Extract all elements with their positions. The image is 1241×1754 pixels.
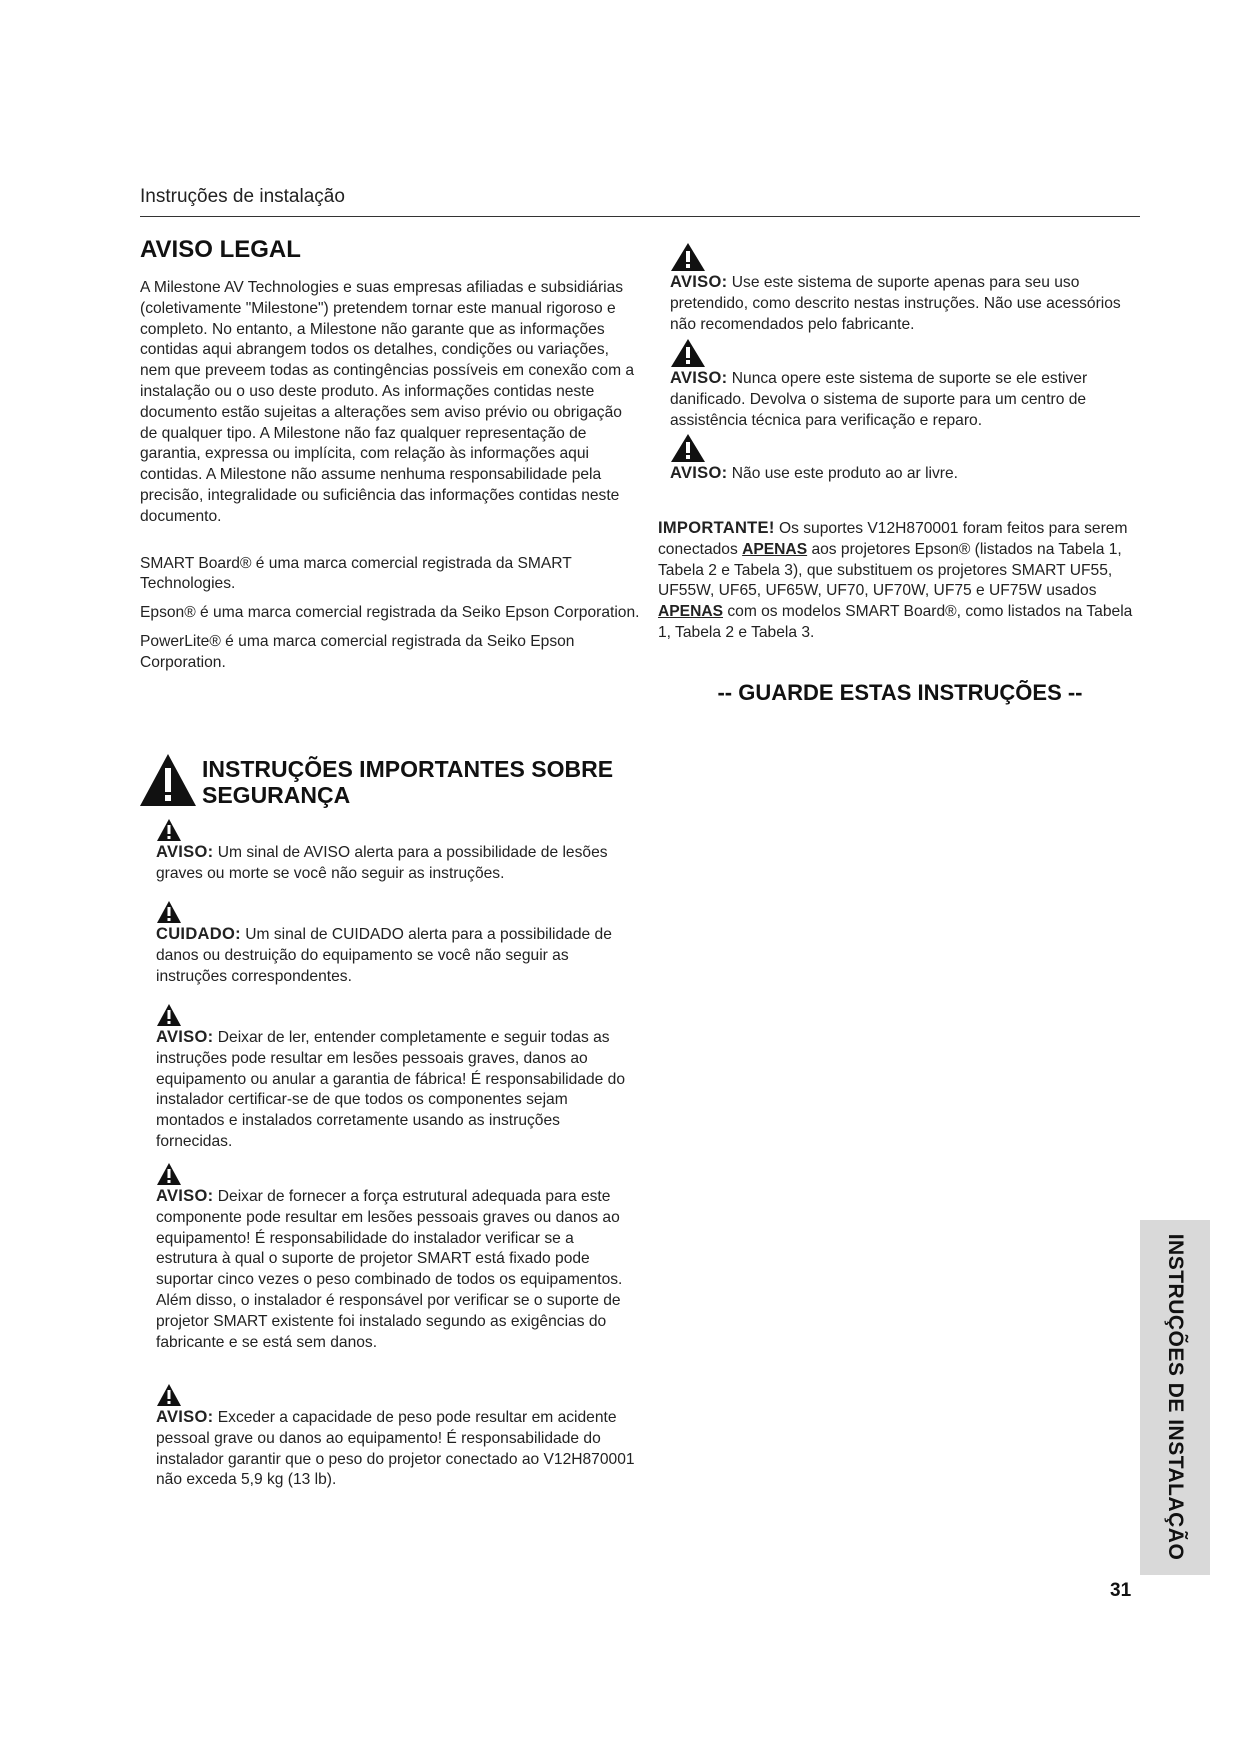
safety-warning [156, 1383, 636, 1491]
important-text-1: Os suportes V12H870001 foram feitos para serem conectados [658, 520, 1128, 558]
warning-label: AVISO: [670, 464, 728, 482]
safety-warning [156, 1003, 636, 1153]
warning-text: Deixar de ler, entender completamente e seguir todas as instruções pode resultar em lesões pessoais graves, danos ao equipamento ou anular a garantia de fábrica! É responsabilidade do instalador certificar-se de que todos os componentes sejam montados e instalados corretamente usando as instruções fornecidas. [156, 1029, 626, 1150]
trademark-item: Epson® é uma marca comercial registrada da Seiko Epson Corporation. [140, 604, 640, 622]
trademark-item: PowerLite® é uma marca comercial registrada da Seiko Epson Corporation. [140, 632, 575, 671]
warning-text: Não use este produto ao ar livre. [731, 465, 959, 482]
important-text-2: aos projetores Epson® (listados na Tabela 1, Tabela 2 e Tabela 3), que substituem os projetores SMART UF55, UF55W, UF65, UF65W, UF70, UF70W, UF75 e UF75W usados [658, 540, 1122, 600]
warning-label: AVISO: [670, 273, 728, 291]
right-warning [670, 242, 1140, 335]
legal-body: A Milestone AV Technologies e suas empresas afiliadas e subsidiárias (coletivamente "Milestone") pretendem tornar este manual rigoroso e completo. No entanto, a Milestone não garante que as informações contidas aqui abrangem todos os detalhes, condições ou variações, nem que preveem todas as contingências possíveis em conexão com a instalação ou o uso deste produto. As informações contidas neste documento estão sujeitas a alterações sem aviso prévio ou obrigação de qualquer tipo. A Milestone não faz qualquer representação de garantia, expressa ou implícita, com relação às informações aqui contidas. A Milestone não assume nenhuma responsabilidade pela precisão, integralidade ou suficiência das informações contidas neste documento. [140, 279, 635, 525]
safety-title-line2: SEGURANÇA [202, 782, 351, 808]
warning-label: AVISO: [156, 1187, 214, 1205]
warning-text: Use este sistema de suporte apenas para seu uso pretendido, como descrito nestas instruções. Não use acessórios não recomendados pelo fabricante. [670, 274, 1121, 333]
right-warning [670, 433, 1140, 485]
important-label: IMPORTANTE! [658, 519, 775, 537]
legal-section [140, 236, 640, 682]
page-number: 31 [1110, 1580, 1132, 1601]
safety-warning [156, 818, 636, 885]
apenas-emphasis: APENAS [742, 540, 808, 558]
warning-text: Um sinal de CUIDADO alerta para a possibilidade de danos ou destruição do equipamento se você não seguir as instruções correspondentes. [156, 926, 612, 985]
warning-text: Exceder a capacidade de peso pode resultar em acidente pessoal grave ou danos ao equipamento! É responsabilidade do instalador garantir que o peso do projetor conectado ao V12H870001 não exceda 5,9 kg (13 lb). [156, 1409, 635, 1489]
right-warning [670, 338, 1140, 431]
side-tab [1140, 1220, 1210, 1575]
safety-title-line1: INSTRUÇÕES IMPORTANTES SOBRE [202, 756, 614, 782]
caution-triangle-icon [156, 900, 182, 924]
trademark-list [140, 554, 640, 674]
keep-instructions: -- GUARDE ESTAS INSTRUÇÕES -- [717, 680, 1083, 705]
legal-title: AVISO LEGAL [140, 236, 301, 263]
side-tab-label: INSTRUÇÕES DE INSTALAÇÃO [1164, 1233, 1187, 1561]
warning-label: AVISO: [670, 369, 728, 387]
warning-triangle-icon [156, 818, 182, 842]
safety-title [202, 756, 613, 808]
warning-text: Um sinal de AVISO alerta para a possibilidade de lesões graves ou morte se você não seguir as instruções. [156, 844, 608, 882]
trademark-item: SMART Board® é uma marca comercial registrada da SMART Technologies. [140, 554, 572, 593]
caution-label: CUIDADO: [156, 925, 241, 943]
warning-triangle-icon [670, 433, 706, 463]
warning-triangle-icon [670, 338, 706, 368]
important-note [658, 518, 1138, 644]
warning-triangle-icon [156, 1162, 182, 1186]
warning-triangle-icon [670, 242, 706, 272]
warning-label: AVISO: [156, 1408, 214, 1426]
warning-label: AVISO: [156, 843, 214, 861]
warning-triangle-icon [156, 1003, 182, 1027]
important-text-3: com os modelos SMART Board®, como listados na Tabela 1, Tabela 2 e Tabela 3. [658, 603, 1133, 641]
safety-warning [156, 1162, 636, 1353]
warning-text: Nunca opere este sistema de suporte se ele estiver danificado. Devolva o sistema de suporte para um centro de assistência técnica para verificação e reparo. [670, 370, 1088, 429]
safety-heading [138, 752, 658, 812]
page-header [140, 186, 1140, 217]
apenas-emphasis: APENAS [658, 603, 723, 621]
warning-triangle-icon [156, 1383, 182, 1407]
warning-triangle-icon [138, 752, 198, 808]
safety-warning [156, 900, 636, 987]
header-title: Instruções de instalação [140, 186, 345, 207]
warning-label: AVISO: [156, 1028, 214, 1046]
warning-text: Deixar de fornecer a força estrutural adequada para este componente pode resultar em lesões pessoais graves ou danos ao equipamento! É responsabilidade do instalador verificar se a estrutura à qual o suporte de projetor SMART está fixado pode suportar cinco vezes o peso combinado de todos os equipamentos. Além disso, o instalador é responsável por verificar se o suporte de projetor SMART existente foi instalado segundo as exigências do fabricante e se está sem danos. [156, 1188, 623, 1351]
